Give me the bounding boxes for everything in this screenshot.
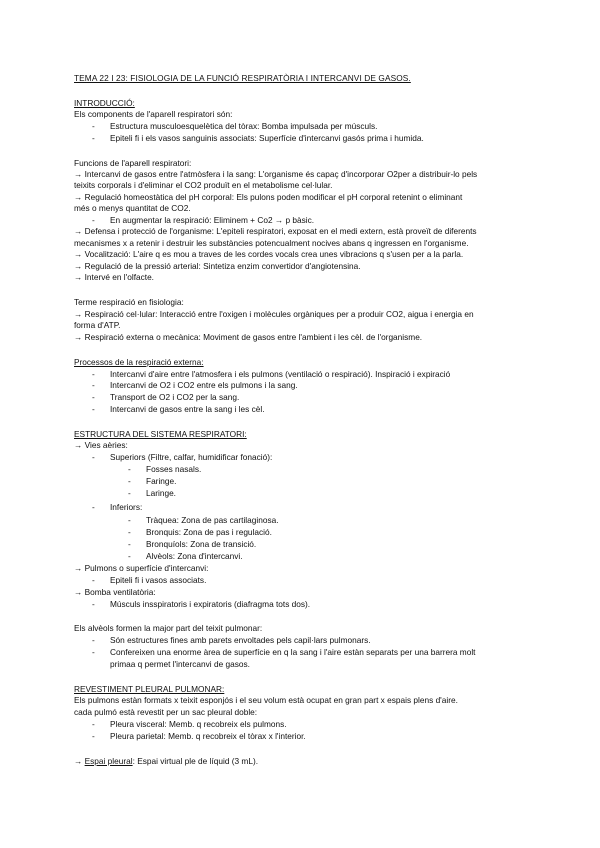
intro-line: Els components de l'aparell respiratori són: xyxy=(74,109,233,119)
bullet-dash: - xyxy=(92,575,95,585)
funcions-line: → Intervé en l'olfacte. xyxy=(74,272,154,282)
processos-item: Intercanvi de gasos entre la sang i les cèl. xyxy=(110,404,265,414)
estructura-line: Inferiors: xyxy=(110,502,143,512)
intro-item: Estructura musculoesquelètica del tòrax: Bomba impulsada per músculs. xyxy=(110,121,378,131)
processos-item: Intercanvi d'aire entre l'atmosfera i els pulmons (ventilació o respiració). Inspiració i expiració xyxy=(110,369,451,379)
estructura-item: Tràquea: Zona de pas cartilaginosa. xyxy=(146,515,279,525)
bullet-dash: - xyxy=(92,121,95,131)
terme-heading: Terme respiració en fisiologia: xyxy=(74,297,184,307)
estructura-item: Músculs insspiratoris i expiratoris (diafragma tots dos). xyxy=(110,599,311,609)
revestiment-line: Els pulmons estàn formats x teixit esponjós i el seu volum està ocupat en gran part x espais plens d'aire. xyxy=(74,695,458,705)
terme-line: forma d'ATP. xyxy=(74,320,121,330)
alveols-item: primaa q permet l'intercanvi de gasos. xyxy=(110,659,250,669)
funcions-line: → Regulació homeostàtica del pH corporal: Els pulons poden modificar el pH corporal retenint o eliminant xyxy=(74,192,463,202)
bullet-dash: - xyxy=(128,464,131,474)
funcions-line: teixits corporals i d'eliminar el CO2 produït en el metabolisme cel·lular. xyxy=(74,180,333,190)
bullet-dash: - xyxy=(92,599,95,609)
espai-term: Espai pleural xyxy=(84,756,133,766)
alveols-item: Són estructures fines amb parets envoltades pels capil·lars pulmonars. xyxy=(110,635,371,645)
bullet-dash: - xyxy=(128,551,131,561)
funcions-line: → Intercanvi de gasos entre l'atmòsfera i la sang: L'organisme és capaç d'incorporar O2per a distribuir-lo pels xyxy=(74,169,478,179)
estructura-item: Epiteli fi i vasos associats. xyxy=(110,575,207,585)
estructura-item: Alvèols: Zona d'intercanvi. xyxy=(146,551,243,561)
revestiment-item: Pleura parietal: Memb. q recobreix el tòrax x l'interior. xyxy=(110,731,306,741)
bullet-dash: - xyxy=(128,476,131,486)
estructura-item: Faringe. xyxy=(146,476,177,486)
bullet-dash: - xyxy=(92,647,95,657)
intro-heading: INTRODUCCIÓ: xyxy=(74,98,135,108)
estructura-item: Bronquíols: Zona de transició. xyxy=(146,539,257,549)
processos-item: Intercanvi de O2 i CO2 entre els pulmons i la sang. xyxy=(110,380,298,390)
terme-line: → Respiració cel·lular: Interacció entre l'oxigen i molècules orgàniques per a produir CO2, aigua i energia en xyxy=(74,309,474,319)
estructura-line: → Pulmons o superfície d'intercanvi: xyxy=(74,563,209,573)
estructura-item: Fosses nasals. xyxy=(146,464,202,474)
bullet-dash: - xyxy=(92,133,95,143)
bullet-dash: - xyxy=(92,380,95,390)
bullet-dash: - xyxy=(92,502,95,512)
arrow-glyph: → xyxy=(74,756,85,766)
bullet-dash: - xyxy=(92,452,95,462)
espai-line xyxy=(74,756,258,767)
bullet-dash: - xyxy=(92,635,95,645)
processos-heading: Processos de la respiració externa: xyxy=(74,357,204,367)
estructura-line: → Bomba ventilatòria: xyxy=(74,587,156,597)
espai-definition: : Espai virtual ple de líquid (3 mL). xyxy=(132,756,259,766)
revestiment-item: Pleura visceral: Memb. q recobreix els pulmons. xyxy=(110,719,287,729)
processos-item: Transport de O2 i CO2 per la sang. xyxy=(110,392,240,402)
alveols-line: Els alvèols formen la major part del teixit pulmonar: xyxy=(74,623,263,633)
intro-item: Epiteli fi i els vasos sanguinis associats: Superfície d'intercanvi gasós prima i humida. xyxy=(110,133,424,143)
funcions-line: més o menys quantitat de CO2. xyxy=(74,203,191,213)
bullet-dash: - xyxy=(128,527,131,537)
estructura-line: → Vies aèries: xyxy=(74,440,128,450)
funcions-line: En augmentar la respiració: Eliminem + Co2 → p bàsic. xyxy=(110,215,315,225)
funcions-line: → Defensa i protecció de l'organisme: L'epiteli respiratori, exposat en el medi extern, està proveït de diferents xyxy=(74,226,477,236)
bullet-dash: - xyxy=(92,215,95,225)
terme-line: → Respiració externa o mecànica: Moviment de gasos entre l'ambient i les cèl. de l'organisme. xyxy=(74,332,423,342)
bullet-dash: - xyxy=(92,392,95,402)
bullet-dash: - xyxy=(92,719,95,729)
funcions-line: → Vocalització: L'aire q es mou a traves de les cordes vocals crea unes vibracions q s'usen per a la parla. xyxy=(74,249,464,259)
bullet-dash: - xyxy=(128,488,131,498)
estructura-item: Bronquis: Zona de pas i regulació. xyxy=(146,527,272,537)
estructura-item: Laringe. xyxy=(146,488,176,498)
funcions-line: mecanismes x a retenir i destruir les substàncies potencualment nocives abans q ingressen en l'organisme. xyxy=(74,238,469,248)
estructura-line: Superiors (Filtre, calfar, humidificar fonació): xyxy=(110,452,273,462)
alveols-item: Confereixen una enorme àrea de superfície en q la sang i l'aire estàn separats per una barrera molt xyxy=(110,647,476,657)
funcions-line: → Regulació de la pressió arterial: Sintetiza enzim convertidor d'angiotensina. xyxy=(74,261,361,271)
funcions-heading: Funcions de l'aparell respiratori: xyxy=(74,158,192,168)
revestiment-line: cada pulmó està revestit per un sac pleural doble: xyxy=(74,707,258,717)
bullet-dash: - xyxy=(92,731,95,741)
bullet-dash: - xyxy=(128,539,131,549)
bullet-dash: - xyxy=(128,515,131,525)
bullet-dash: - xyxy=(92,404,95,414)
estructura-heading: ESTRUCTURA DEL SISTEMA RESPIRATORI: xyxy=(74,429,247,439)
document-title: TEMA 22 I 23: FISIOLOGIA DE LA FUNCIÓ RESPIRATÒRIA I INTERCANVI DE GASOS. xyxy=(74,73,411,83)
bullet-dash: - xyxy=(92,369,95,379)
revestiment-heading: REVESTIMENT PLEURAL PULMONAR: xyxy=(74,684,225,694)
